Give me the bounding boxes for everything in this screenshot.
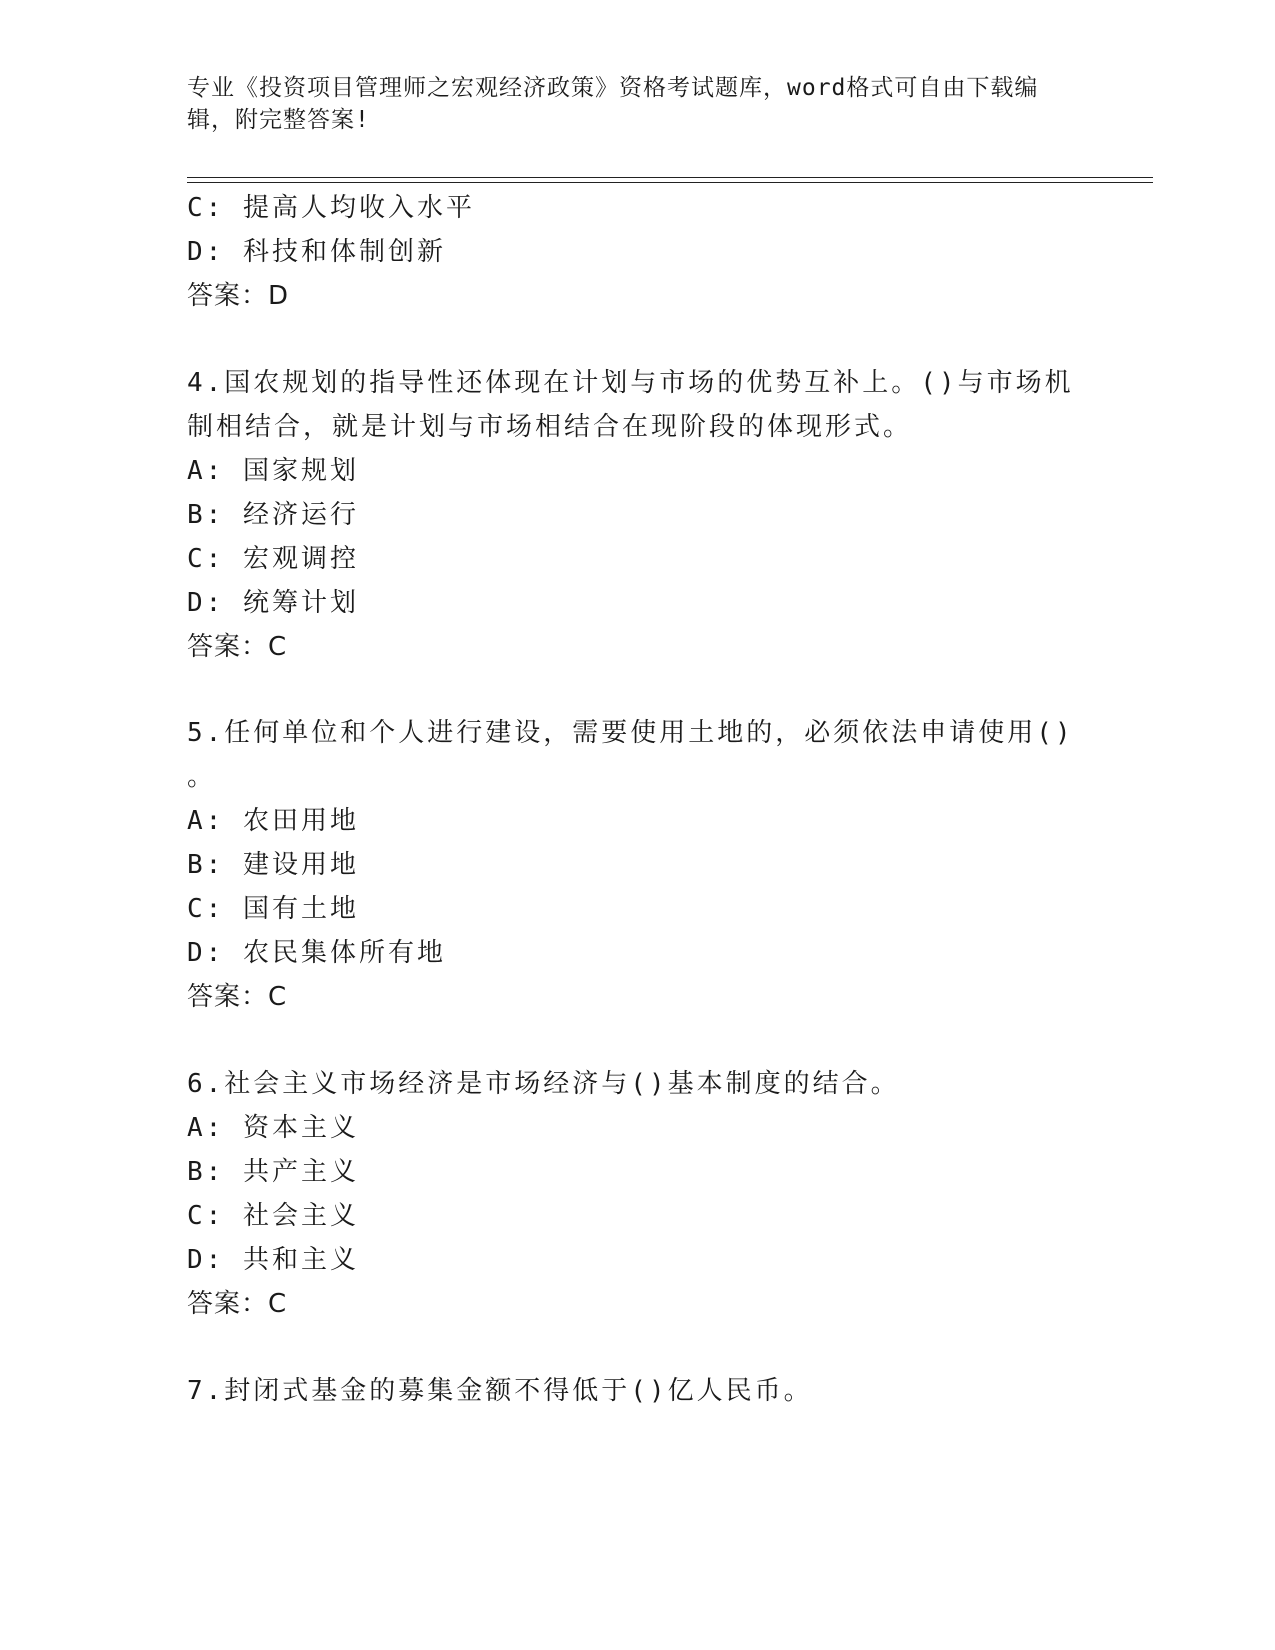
q6-option-b: B: 共产主义	[187, 1157, 359, 1187]
q4-option-d: D: 统筹计划	[187, 588, 359, 618]
q5-stem-line-2: 。	[187, 762, 217, 792]
q4-option-b: B: 经济运行	[187, 500, 359, 530]
q6-option-c: C: 社会主义	[187, 1201, 359, 1231]
q6-stem: 6.社会主义市场经济是市场经济与()基本制度的结合。	[187, 1069, 900, 1099]
q4-stem-line-1: 4.国农规划的指导性还体现在计划与市场的优势互补上。()与市场机	[187, 368, 1074, 398]
q3-answer: 答案：D	[187, 281, 290, 311]
q5-stem-line-1: 5.任何单位和个人进行建设，需要使用土地的，必须依法申请使用()	[187, 718, 1074, 748]
q5-option-d: D: 农民集体所有地	[187, 938, 446, 968]
q6-answer: 答案：C	[187, 1289, 288, 1319]
document-header	[187, 72, 1067, 136]
q6-option-a: A: 资本主义	[187, 1113, 359, 1143]
q5-option-c: C: 国有土地	[187, 894, 359, 924]
q5-option-b: B: 建设用地	[187, 850, 359, 880]
q4-stem-line-2: 制相结合，就是计划与市场相结合在现阶段的体现形式。	[187, 412, 913, 442]
q3-option-d: D: 科技和体制创新	[187, 237, 446, 267]
q5-answer: 答案：C	[187, 982, 288, 1012]
header-line-2: 辑，附完整答案!	[187, 107, 370, 133]
header-rule-top	[187, 177, 1153, 178]
q4-option-c: C: 宏观调控	[187, 544, 359, 574]
q5-option-a: A: 农田用地	[187, 806, 359, 836]
q6-option-d: D: 共和主义	[187, 1245, 359, 1275]
header-line-1: 专业《投资项目管理师之宏观经济政策》资格考试题库，word格式可自由下载编	[187, 75, 1039, 101]
header-rule-bottom	[187, 182, 1153, 183]
q7-stem: 7.封闭式基金的募集金额不得低于()亿人民币。	[187, 1376, 813, 1406]
q4-option-a: A: 国家规划	[187, 456, 359, 486]
q3-option-c: C: 提高人均收入水平	[187, 193, 475, 223]
q4-answer: 答案：C	[187, 632, 288, 662]
